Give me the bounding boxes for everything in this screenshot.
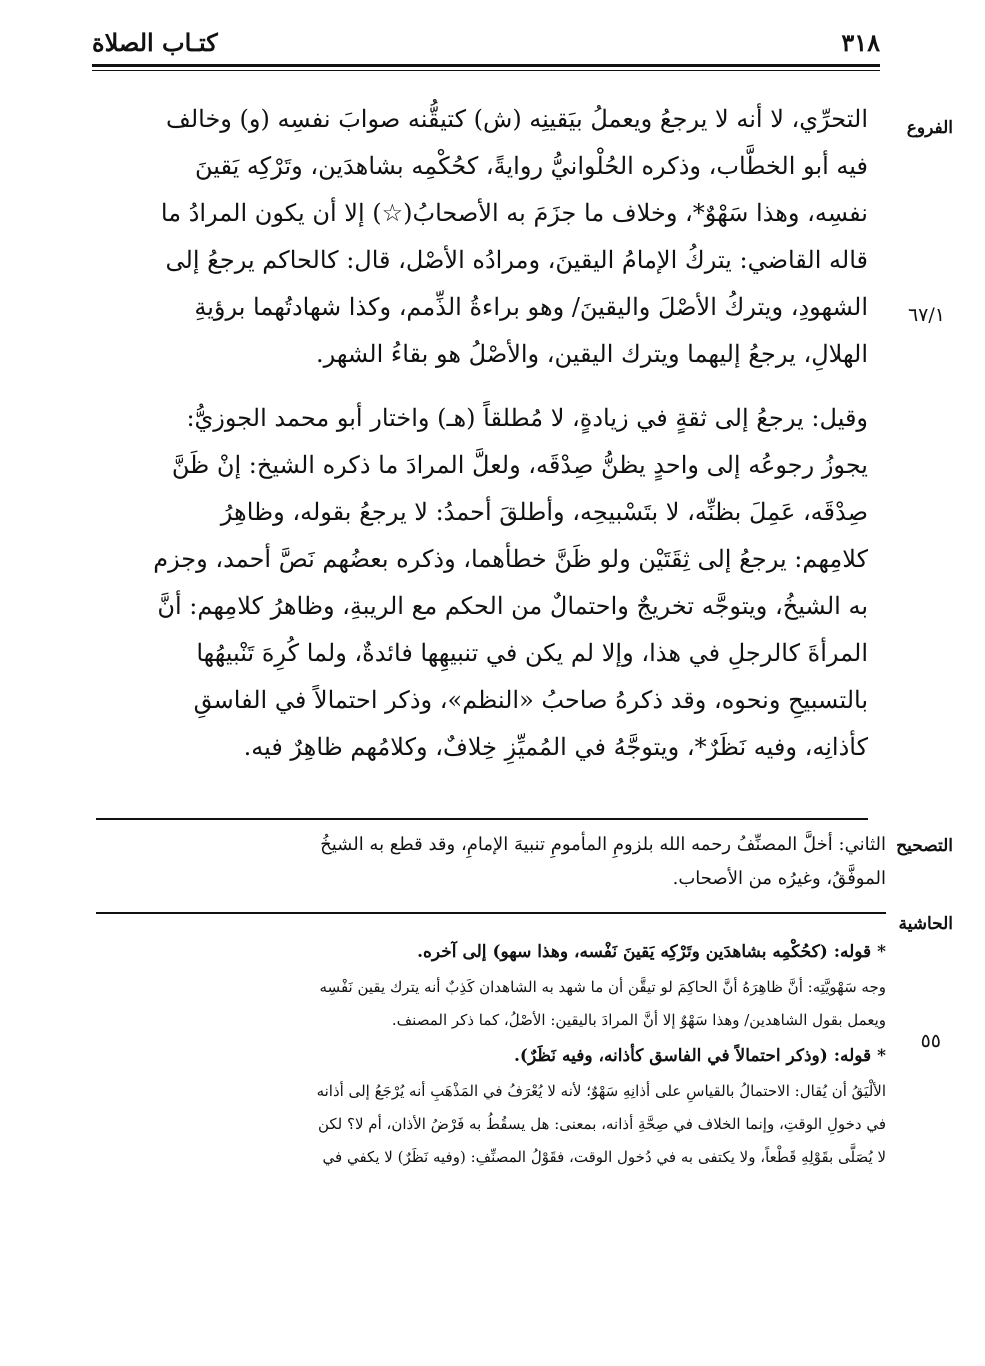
tashih-divider: [96, 818, 868, 820]
text-line: الثاني: أخلَّ المصنِّفُ رحمه الله بلزومِ المأمومِ تنبيهَ الإمامِ، وقد قطع به الشيخُ: [320, 834, 886, 855]
text-line: صِدْقَه، عَمِلَ بظنِّه، لا بتَسْبيحِه، وأطلقَ أحمدُ: لا يرجعُ بقوله، وظاهِرُ: [220, 498, 868, 526]
text-line: فيه أبو الخطَّاب، وذكره الحُلْوانيُّ روايةً، كحُكْمِه بشاهدَين، وتَرْكِه يَقينَ: [194, 152, 868, 180]
text-line: كلامِهم: يرجعُ إلى ثِقَتَيْن ولو ظَنَّ خطأهما، وذكره بعضُهم نَصَّ أحمد، وجزم: [153, 545, 868, 573]
hashiya-section: [96, 933, 886, 1174]
book-title: كتـاب الصلاة: [92, 28, 218, 57]
text-line: الهلالِ، يرجعُ إليهما ويترك اليقين، والأصْلُ هو بقاءُ الشهر.: [315, 340, 868, 368]
header-rule: [92, 64, 880, 67]
text-line: به الشيخُ، ويتوجَّه تخريجٌ واحتمالٌ من الحكم مع الريبةِ، وظاهرُ كلامِهم: أنَّ: [157, 592, 868, 620]
margin-marker-volume: ٦٧/١: [907, 304, 945, 326]
text-line: وجه سَهْويَّتِه: أنَّ ظاهِرَهُ أنَّ الحاكِمَ لو تيقَّن أن ما شهد به الشاهدان كَذِبٌ أنه يترك يقين نَفْسِه: [319, 978, 886, 996]
text-line: في دخولِ الوقتِ، وإنما الخلاف في صِحَّةِ أذانه، بمعنى: هل يسقُطُ به فَرْضُ الأذان، أم لا؟ لكن: [317, 1115, 886, 1133]
page-header: [92, 20, 880, 70]
furu-paragraph: [96, 96, 868, 378]
text-line: التحرِّي، لا أنه لا يرجعُ ويعملُ بيَقينِه (ش) كتيقُّنه صوابَ نفسِه (و) وخالف: [166, 105, 868, 133]
tashih-section: [96, 828, 886, 896]
margin-marker-page: ٥٥: [920, 1030, 941, 1052]
hashiya-quote-heading: * قوله: (كحُكْمِه بشاهدَين وتَرْكِه يَقينَ نَفْسه، وهذا سهو) إلى آخره.: [417, 942, 886, 962]
text-line: كأذانِه، وفيه نَظَرٌ*، ويتوجَّهُ في المُميِّزِ خِلافٌ، وكلامُهم ظاهِرٌ فيه.: [243, 733, 868, 761]
text-line: الموفَّقُ، وغيرُه من الأصحاب.: [672, 868, 886, 889]
text-line: الشهودِ، ويتركُ الأصْلَ واليقينَ/ وهو براءةُ الذِّمم، وكذا شهادتُهما برؤيةِ: [194, 293, 868, 321]
margin-label-furu: الفروع: [906, 118, 953, 138]
text-line: بالتسبيحِ ونحوه، وقد ذكرهُ صاحبُ «النظم»، وذكر احتمالاً في الفاسقِ: [193, 686, 868, 714]
margin-label-tashih: التصحيح: [896, 836, 953, 856]
text-line: نفسِه، وهذا سَهْوٌ*، وخلاف ما جزَمَ به الأصحابُ(☆) إلا أن يكون المرادُ ما: [160, 199, 868, 227]
hashiya-divider: [96, 912, 886, 914]
page-number: ٣١٨: [841, 28, 880, 57]
margin-label-hashiya: الحاشية: [898, 914, 953, 934]
text-line: لا يُصَلَّى بقَوْلِهِ قَطْعاً، ولا يكتفى به في دُخول الوقت، فقَوْلُ المصنِّفِ: (وفيه نَظَرٌ) لا يكفي في: [322, 1148, 886, 1166]
text-line: وقيل: يرجعُ إلى ثقةٍ في زيادةٍ، لا مُطلقاً (هـ) واختار أبو محمد الجوزيُّ:: [186, 404, 868, 432]
text-line: يجوزُ رجوعُه إلى واحدٍ يظنُّ صِدْقَه، ولعلَّ المرادَ ما ذكره الشيخ: إنْ ظَنَّ: [171, 451, 868, 479]
hashiya-quote-heading: * قوله: (وذكر احتمالاً في الفاسق كأذانه، وفيه نَظَرٌ).: [514, 1046, 886, 1066]
text-line: الألْيَقُ أن يُقال: الاحتمالُ بالقياسِ على أذانِهِ سَهْوٌ؛ لأنه لا يُعْرَفُ في المَذْهَبِ أنه يُرْجَعُ إلى أذانه: [316, 1082, 886, 1100]
second-paragraph: [96, 395, 868, 771]
text-line: قاله القاضي: يتركُ الإمامُ اليقينَ، ومرادُه الأصْل، قال: كالحاكم يرجعُ إلى: [165, 246, 868, 274]
header-rule-thin: [92, 70, 880, 71]
text-line: المرأةَ كالرجلِ في هذا، وإلا لم يكن في تنبيهِها فائدةٌ، ولما كُرِهَ تَنْبيهُها: [196, 639, 868, 667]
text-line: ويعمل بقول الشاهدين/ وهذا سَهْوٌ إلا أنَّ المرادَ باليقين: الأصْلُ، كما ذكر المصنف.: [391, 1011, 886, 1029]
